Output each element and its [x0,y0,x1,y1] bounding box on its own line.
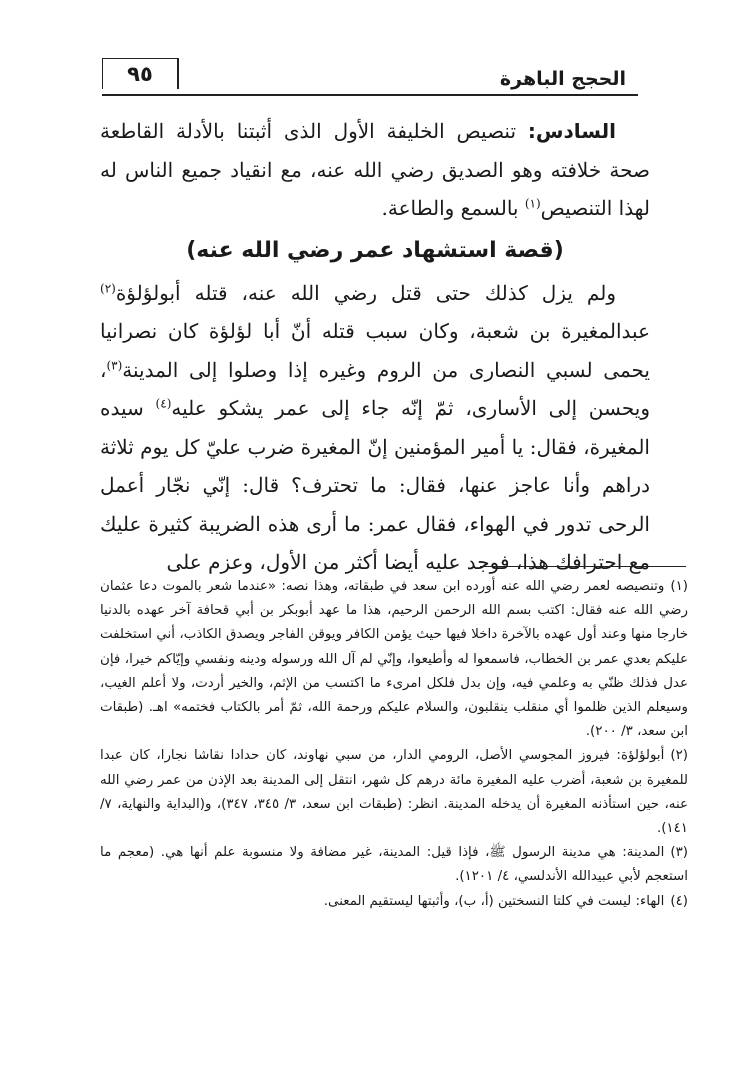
footnote-text: المدينة: هي مدينة الرسول ﷺ، فإذا قيل: المدينة، غير مضافة ولا منسوبة علم أنها هي. (معجم ما استعجم لأبي عبيدالله الأندلسي، ٤/ ١٢٠١). [100,845,688,885]
footnote-2 [100,744,688,841]
running-header-title: الحجج الباهرة [499,68,626,90]
page-number: ٩٥ [102,58,179,89]
lead-word: السادس: [527,119,616,143]
footnote-4 [100,890,688,914]
footnote-text: وتنصيصه لعمر رضي الله عنه أورده ابن سعد في طبقاته، وهذا نصه: «عندما شعر بالموت دعا عثمان رضي الله عنه فقال: اكتب بسم الله الرحمن الرحيم، هذا ما عهد أبوبكر بن أبي قحافة آخر عهده بالدنيا خارجا منها وعند أول عهده بالآخرة داخلا فيها حيث يؤمن الكافر ويوقن الفاجر ويصدق الكاذب، أني استخلفت عليكم بعدي عمر بن الخطاب، فاسمعوا له وأطيعوا، وإنّي لم آل الله ورسوله ودينه ونفسي وإيّاكم خيرا، فإن عدل فذلك ظنّي به وعلمي فيه، وإن بدل فلكل امرىء ما اكتسب من الإثم، والخير أردت، ولا أعلم الغيب، وسيعلم الذين ظلموا أي منقلب ينقلبون، والسلام عليكم ورحمة الله، ثمّ أمر بالكتاب فختمه» اهـ. (طبقات ابن سعد، ٣/ ٢٠٠). [100,579,688,740]
footnote-number: (٣) [670,845,688,861]
footnote-divider [480,566,686,567]
paragraph-sixth-point [100,112,650,228]
paragraph-umar-story [100,274,650,582]
footnote-3 [100,841,688,889]
footnote-number: (٤) [670,893,688,909]
footnote-number: (٢) [670,748,688,764]
paragraph-segment: سيده المغيرة، فقال: يا أمير المؤمنين إنّ المغيرة ضرب عليّ كل يوم ثلاثة دراهم وأنا عاجز عنها، فقال: ما تحترف؟ قال: إنّي نجّار أعمل الرحى تدور في الهواء، فقال عمر: ما أرى هذه الضريبة كثيرة عليك مع احترافك هذا، فوجد عليه أيضا أكثر من الأول، وعزم على [100,396,650,574]
footnote-number: (١) [670,579,688,594]
footnotes-section [100,575,688,914]
header-divider [102,94,638,96]
section-heading: (قصة استشهاد عمر رضي الله عنه) [186,237,564,263]
paragraph-text: تنصيص الخليفة الأول الذى أثبتنا بالأدلة القاطعة صحة خلافته وهو الصديق رضي الله عنه، مع انقياد جميع الناس له لهذا التنصيص [100,119,650,220]
main-text [100,112,650,582]
footnote-ref-2[interactable]: (٢) [100,280,116,295]
footnote-text: أبولؤلؤة: فيروز المجوسي الأصل، الرومي الدار، من سبي نهاوند، كان حدادا نقاشا نجارا، كان عبدا للمغيرة بن شعبة، أضرب عليه المغيرة مائة درهم كل شهر، انتقل إلى المدينة بعد الإذن من عمر رضي الله عنه، حين استأذنه المغيرة أن يدخله المدينة. انظر: (طبقات ابن سعد، ٣/ ٣٤٥، ٣٤٧)، و(البداية والنهاية، ٧/ ١٤١). [100,748,688,837]
footnote-ref-1[interactable]: (١) [524,196,541,211]
paragraph-segment: ولم يزل كذلك حتى قتل رضي الله عنه، قتله أبولؤلؤة [115,280,616,305]
paragraph-text-tail: بالسمع والطاعة. [381,196,525,220]
paragraph-segment: ، ويحسن إلى الأسارى، ثمّ إنّه جاء إلى عمر يشكو عليه [100,357,650,420]
footnote-1 [100,575,688,744]
footnote-ref-4[interactable]: (٤) [155,396,172,411]
footnote-text: الهاء: ليست في كلتا النسختين (أ، ب)، وأثبتها ليستقيم المعنى. [323,893,665,909]
footnote-ref-3[interactable]: (٣) [106,357,123,372]
paragraph-segment: عبدالمغيرة بن شعبة، وكان سبب قتله أنّ أبا لؤلؤة كان نصرانيا يحمى لسبي النصارى من الروم وغيره إذا وصلوا إلى المدينة [100,319,650,382]
